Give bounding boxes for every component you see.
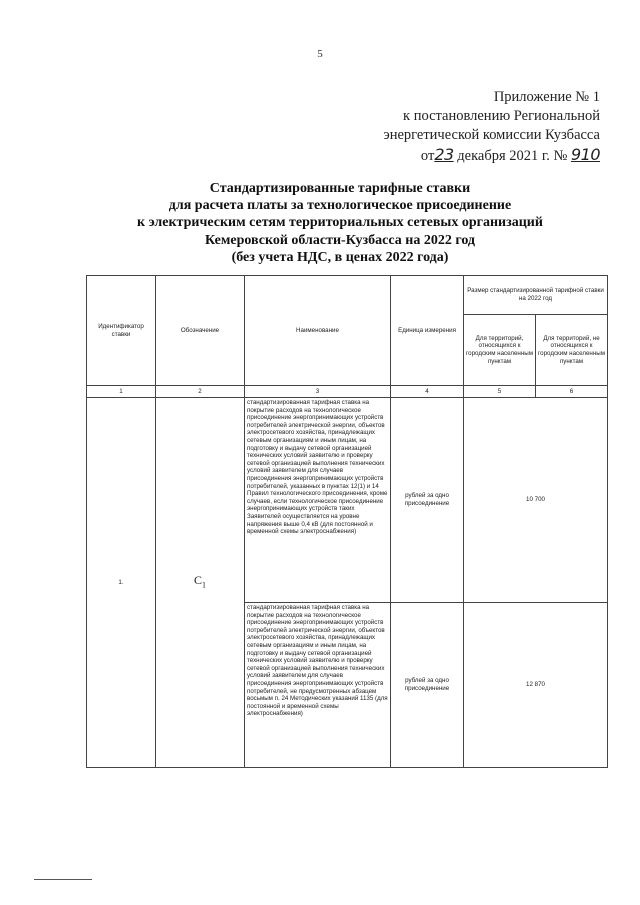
title-line-4: Кемеровской области-Кузбасса на 2022 год bbox=[204, 232, 476, 248]
header-designation: Обозначение bbox=[156, 276, 245, 386]
tariff-table bbox=[86, 275, 608, 768]
col-number-5: 5 bbox=[464, 386, 536, 398]
title-line-3: к электрическим сетям территориальных сетевых организаций bbox=[137, 215, 543, 231]
col-number-4: 4 bbox=[391, 386, 464, 398]
col-number-1: 1 bbox=[87, 386, 156, 398]
header-id: Идентификатор ставки bbox=[87, 276, 156, 386]
header-unit: Единица измерения bbox=[391, 276, 464, 386]
appendix-line-2: к постановлению Региональной bbox=[403, 108, 600, 124]
rate-description: стандартизированная тарифная ставка на покрытие расходов на технологическое присоединение энергопринимающих устройств потребителей электрической энергии, объектов электросетевого хозяйства, принадлежащих сетевым организациям и иным лицам, на подготовку и выдачу сетевой организацией технических условий заявителю и проверку сетевой организацией выполнения технических условий заявителем для случаев присоединения энергопринимающих устройств потребителей, не предусмотренных абзацем восьмым п. 24 Методических указаний 1135 (для постоянной и временной схемы электроснабжения) bbox=[245, 603, 391, 768]
designation-letter: C bbox=[193, 572, 202, 587]
col-number-6: 6 bbox=[536, 386, 608, 398]
date-prefix: от bbox=[420, 148, 435, 164]
rate-designation-cell bbox=[156, 398, 245, 768]
document-title bbox=[60, 180, 620, 266]
column-numbers-row bbox=[87, 386, 608, 398]
title-line-2: для расчета платы за технологическое присоединение bbox=[168, 198, 512, 214]
handwritten-day: 23 bbox=[434, 145, 454, 164]
appendix-line-3: энергетической комиссии Кузбасса bbox=[383, 127, 600, 143]
appendix-date-line bbox=[360, 145, 600, 166]
header-rural: Для территорий, не относящихся к городским населенным пунктам bbox=[536, 315, 608, 386]
table-row bbox=[87, 398, 608, 603]
page-number: 5 bbox=[317, 48, 323, 60]
footnote-divider bbox=[34, 879, 92, 880]
rate-unit: рублей за одно присоединение bbox=[391, 603, 464, 768]
appendix-block bbox=[360, 88, 600, 166]
title-line-1: Стандартизированные тарифные ставки bbox=[209, 181, 471, 196]
col-number-3: 3 bbox=[245, 386, 391, 398]
title-line-5: (без учета НДС, в ценах 2022 года) bbox=[231, 249, 449, 265]
designation-subscript: 1 bbox=[202, 579, 206, 589]
rate-id-cell: 1. bbox=[87, 398, 156, 768]
rate-unit: рублей за одно присоединение bbox=[391, 398, 464, 603]
rate-description: стандартизированная тарифная ставка на покрытие расходов на технологическое присоединение энергопринимающих устройств потребителей электрической энергии, объектов электросетевого хозяйства, принадлежащих сетевым организациям и иным лицам, на подготовку и выдачу сетевой организацией технических условий заявителю и проверку сетевой организацией выполнения технических условий заявителем для случаев присоединения энергопринимающих устройств потребителей, указанных в пунктах 12(1) и 14 Правил технологического присоединения, кроме случаев, если технологическое присоединение энергопринимающих устройств таких Заявителей осуществляется на уровне напряжения выше 0,4 кВ (для постоянной и временной схемы электроснабжения) bbox=[245, 398, 391, 603]
appendix-line-1: Приложение № 1 bbox=[493, 89, 600, 105]
header-size: Размер стандартизированной тарифной ставки на 2022 год bbox=[464, 276, 608, 315]
rate-value: 12 870 bbox=[464, 603, 608, 768]
col-number-2: 2 bbox=[156, 386, 245, 398]
header-name: Наименование bbox=[245, 276, 391, 386]
header-urban: Для территорий, относящихся к городским населенным пунктам bbox=[464, 315, 536, 386]
handwritten-number: 910 bbox=[570, 145, 600, 164]
rate-value: 10 700 bbox=[464, 398, 608, 603]
date-middle: декабря 2021 г. № bbox=[457, 148, 568, 164]
